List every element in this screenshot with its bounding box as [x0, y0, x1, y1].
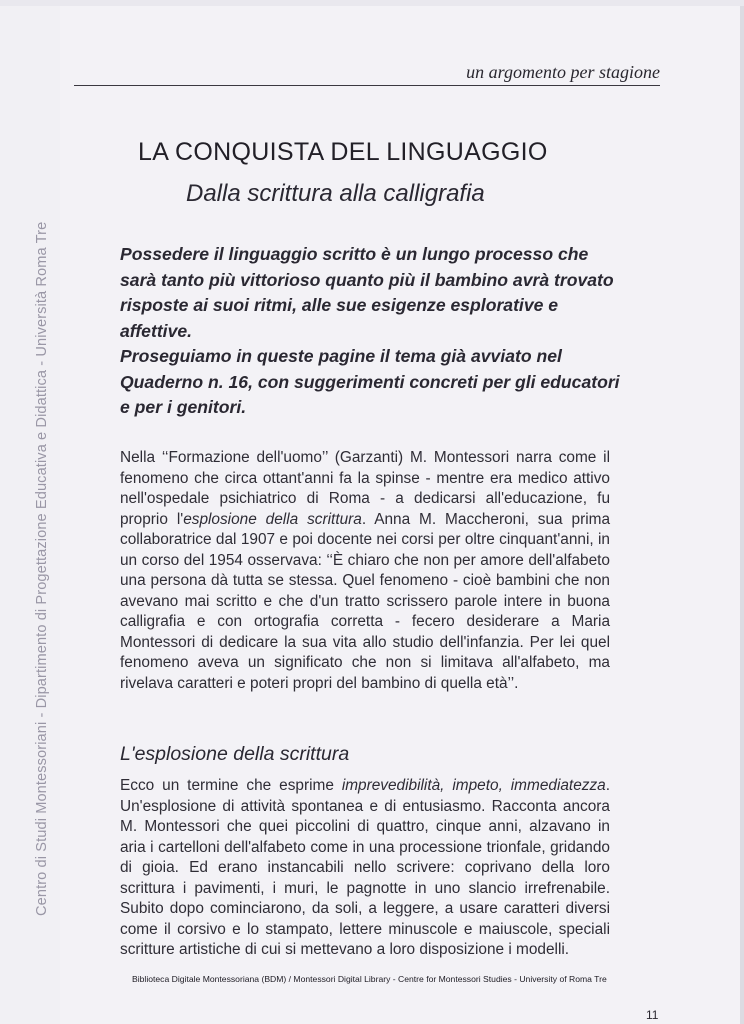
- side-credit: Centro di Studi Montessoriani - Dipartimento di Progettazione Educativa e Didattica - Università Roma Tre: [34, 221, 50, 916]
- intro-block: [120, 242, 620, 421]
- article-title: LA CONQUISTA DEL LINGUAGGIO: [138, 138, 548, 166]
- intro-paragraph: Possedere il linguaggio scritto è un lungo processo che sarà tanto più vittorioso quanto più il bambino avrà trovato risposte ai suoi ritmi, alle sue esigenze esplorative e affettive.: [120, 244, 614, 341]
- document-page: [0, 6, 744, 1024]
- body-text-run: Nella ‘‘Formazione dell'uomo’’ (Garzanti) M. Montessori narra come il fenomeno che circa ottant'anni fa la spinse - mentre era medico attivo nell'ospedale psichiatrico di Roma - a dedicarsi all'educazione, fu proprio l': [120, 449, 610, 528]
- article-subtitle: Dalla scrittura alla calligrafia: [186, 180, 485, 207]
- running-head: un argomento per stagione: [466, 62, 660, 82]
- body-section-1: [120, 448, 610, 694]
- body-paragraph: [120, 448, 610, 694]
- emphasis-text: imprevedibilità, impeto, immediatezza: [341, 777, 606, 794]
- section-heading: L'esplosione della scrittura: [120, 743, 350, 765]
- page-edge: [740, 6, 744, 1024]
- side-margin: [0, 6, 60, 1024]
- body-text-run: . Anna M. Maccheroni, sua prima collaboratrice dal 1907 e poi docente nei corsi per oltre cinquant'anni, in un corso del 1954 osservava: ‘‘È chiaro che non per amore dell'alfabeto una persona dà tutta se stessa. Quel fenomeno - cioè bambini che non avevano mai scritto e che d'un tratto scrissero parole intere in buona calligrafia e con ortografia corretta - fecero desiderare a Maria Montessori di dedicare la sua vita allo studio dell'infanzia. Per lei quel fenomeno aveva un significato che non si limitava all'alfabeto, ma rivelava caratteri e poteri propri del bambino di quella età’’.: [120, 510, 611, 692]
- intro-paragraph: Proseguiamo in queste pagine il tema già avviato nel Quaderno n. 16, con suggerimenti concreti per gli educatori e per i genitori.: [120, 346, 620, 417]
- body-text-run: . Un'esplosione di attività spontanea e di entusiasmo. Racconta ancora M. Montessori che quei piccolini di quattro, cinque anni, alzavano in aria i cartelloni dell'alfabeto come in una processione trionfale, gridando di gioia. Ed erano instancabili nello scrivere: coprivano della loro scrittura i pavimenti, i muri, le pagnotte in uno slancio irrefrenabile. Subito dopo cominciarono, da soli, a leggere, a usare caratteri diversi come il corsivo e lo stampato, lettere minuscole e maiuscole, speciali scritture artistiche di cui si mettevano a loro disposizione i modelli.: [120, 777, 610, 958]
- emphasis-text: esplosione della scrittura: [183, 510, 362, 528]
- body-text-run: Ecco un termine che esprime: [120, 777, 342, 794]
- library-credit: Biblioteca Digitale Montessoriana (BDM) / Montessori Digital Library - Centre for Montessori Studies - University of Roma Tre: [132, 974, 607, 984]
- body-section-2: [120, 776, 610, 961]
- page-number: 11: [646, 1008, 659, 1022]
- body-paragraph: [120, 776, 610, 961]
- header-rule: [74, 85, 660, 86]
